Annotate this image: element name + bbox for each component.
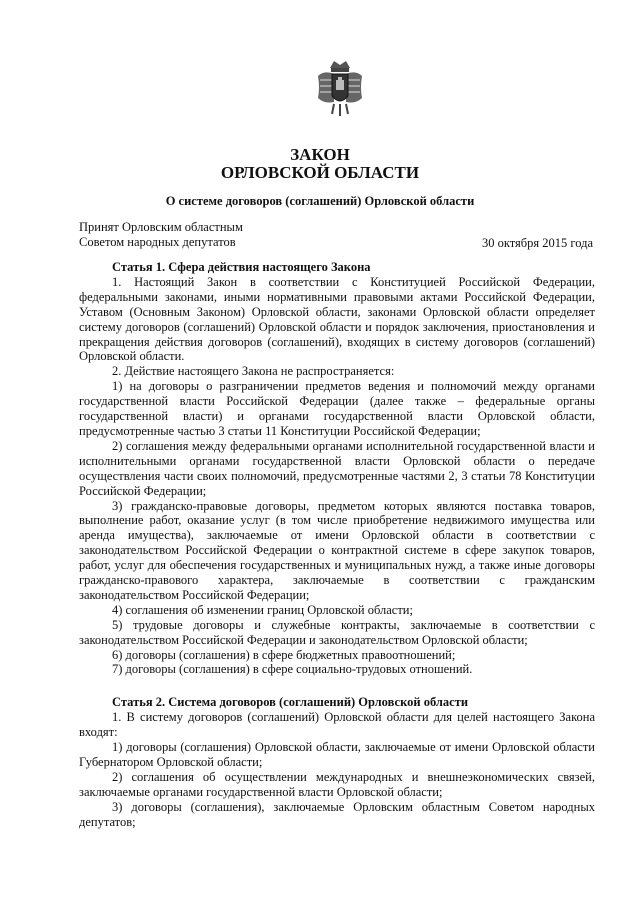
article-1-paragraph: 2) соглашения между федеральными органами исполнительной государственной власти и исполнительными органами государственной власти Орловской области о передаче осуществления части своих полномочий, предусмотренные частями 2, 3 статьи 78 Конституции Российской Федерации; bbox=[79, 438, 595, 498]
article-1-paragraph: 1) на договоры о разграничении предметов ведения и полномочий между органами государственной власти Российской Федерации (далее также – федеральные органы государственной власти) и органами государственной власти Орловской области, предусмотренные частью 3 статьи 11 Конституции Российской Федерации; bbox=[79, 379, 595, 438]
article-1-paragraph: 7) договоры (соглашения) в сфере социально-трудовых отношений. bbox=[112, 662, 473, 677]
article-1-paragraph: 4) соглашения об изменении границ Орловской области; bbox=[112, 602, 413, 617]
article-2-heading: Статья 2. Система договоров (соглашений) Орловской области bbox=[112, 695, 469, 710]
adoption-info bbox=[79, 220, 243, 250]
adoption-line-1: Принят Орловским областным bbox=[79, 220, 243, 234]
law-title: ЗАКОН bbox=[290, 145, 350, 164]
article-1-heading: Статья 1. Сфера действия настоящего Закона bbox=[112, 260, 371, 274]
article-2-paragraph: 3) договоры (соглашения), заключаемые Орловским областным Советом народных депутатов; bbox=[79, 799, 595, 829]
article-2-paragraph: 1. В систему договоров (соглашений) Орловской области для целей настоящего Закона входят: bbox=[79, 710, 595, 740]
article-2-paragraph: 2) соглашения об осуществлении международных и внешнеэкономических связей, заключаемые органами государственной власти Орловской области; bbox=[79, 769, 595, 799]
article-1-paragraph: 1. Настоящий Закон в соответствии с Конституцией Российской Федерации, федеральными законами, иными нормативными правовыми актами Российской Федерации, Уставом (Основным Законом) Орловской области, законами Орловской области определяет систему договоров (соглашений) Орловской области и порядок заключения, приостановления и прекращения действия договоров (соглашений), входящих в систему договоров (соглашений) Орловской области. bbox=[79, 274, 595, 364]
adoption-date: 30 октября 2015 года bbox=[481, 236, 593, 250]
adoption-line-2: Советом народных депутатов bbox=[79, 235, 236, 249]
article-1-paragraph: 5) трудовые договоры и служебные контракты, заключаемые в соответствии с законодательством Российской Федерации и законодательством Орловской области; bbox=[79, 617, 595, 647]
law-body bbox=[79, 260, 595, 830]
article-2-paragraph: 1) договоры (соглашения) Орловской области, заключаемые от имени Орловской области Губернатором Орловской области; bbox=[79, 740, 595, 769]
article-1-paragraph: 6) договоры (соглашения) в сфере бюджетных правоотношений; bbox=[112, 647, 456, 662]
article-1-paragraph: 3) гражданско-правовые договоры, предметом которых являются поставка товаров, выполнение работ, оказание услуг (в том числе приобретение недвижимого имущества или аренда имущества), заключаемые от имени Орловской области в соответствии с законодательством Российской Федерации о контрактной системе в сфере закупок товаров, работ, услуг для обеспечения государственных и муниципальных нужд, а также иные договоры гражданско-правового характера, заключаемые в соответствии с гражданским законодательством Российской Федерации; bbox=[79, 498, 595, 602]
law-subtitle: О системе договоров (соглашений) Орловской области bbox=[165, 194, 475, 208]
region-title: ОРЛОВСКОЙ ОБЛАСТИ bbox=[220, 163, 420, 182]
article-1-paragraph: 2. Действие настоящего Закона не распространяется: bbox=[112, 364, 395, 379]
coat-of-arms-emblem bbox=[314, 58, 366, 118]
